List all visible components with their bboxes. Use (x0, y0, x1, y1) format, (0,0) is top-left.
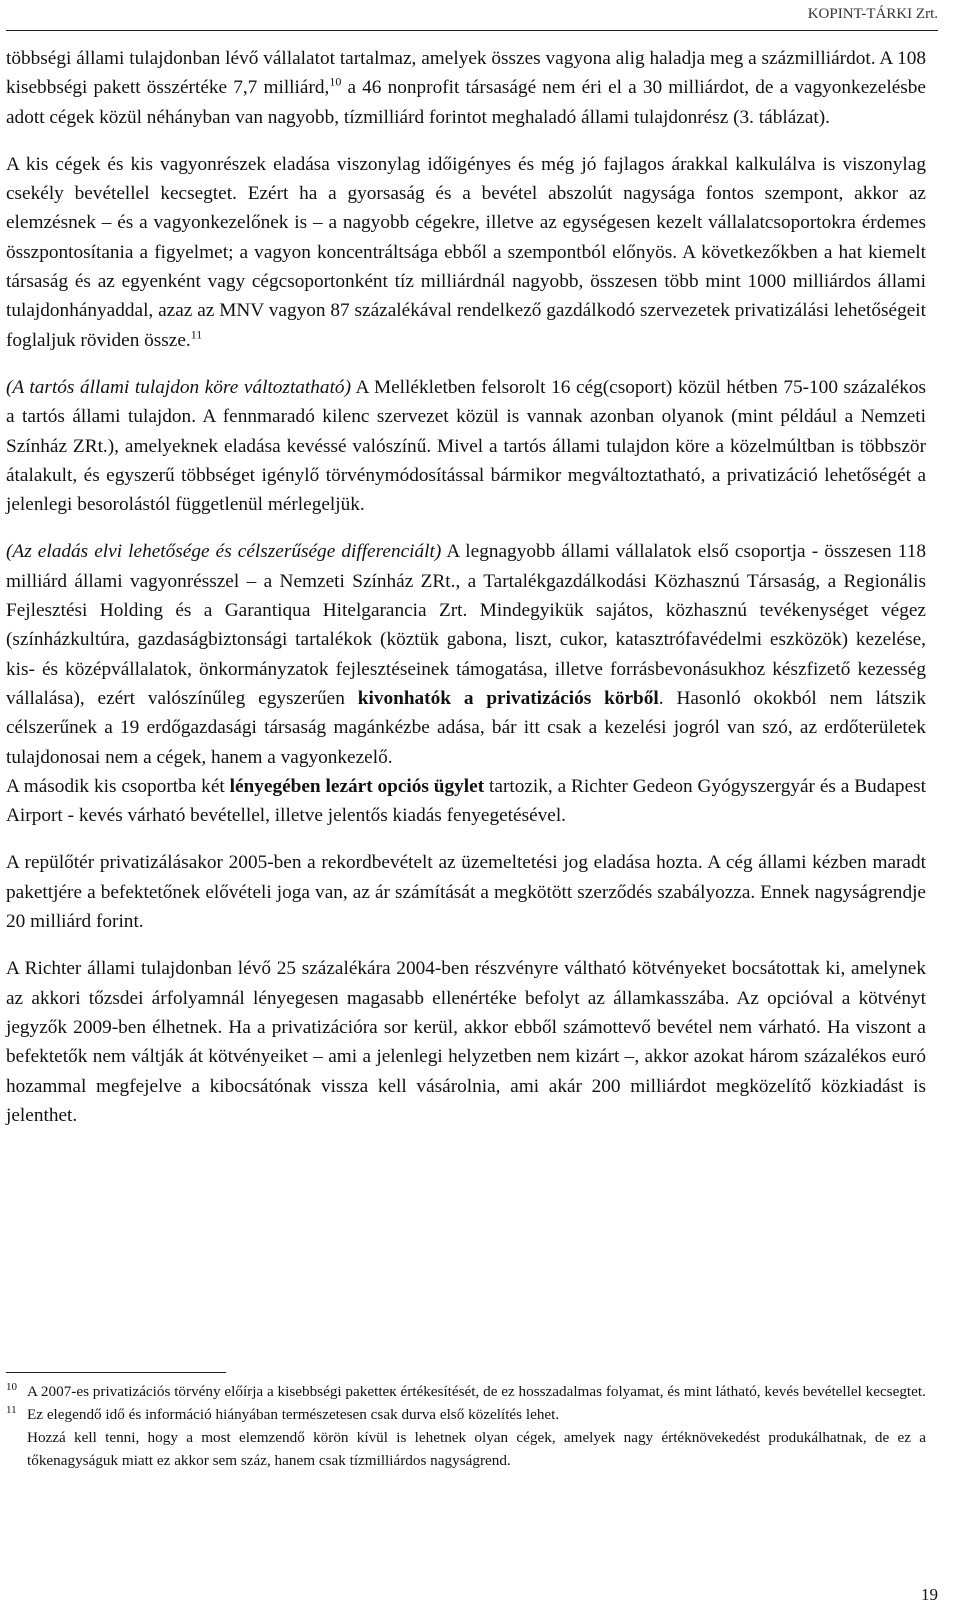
paragraph-5-text-b: tartozik, a Richter Gedeon Gyógyszergyár és a Budapest Airport - kevés várható bevétellel, illetve jelentős kiadás fenyegetésével. (6, 775, 926, 827)
paragraph-4 (6, 537, 926, 771)
footnote-number: 11 (6, 1404, 17, 1416)
footnote-text: A 2007-es privatizációs törvény előírja a kisebbségi paketteк értékesítését, de ez hosszadalmas folyamat, és mint látható, kevés bevétellel kecsegtet. (27, 1383, 926, 1400)
footnote-text: Ez elegendő idő és információ hiányában természetesen csak durva első közelítés lehet. (27, 1406, 560, 1423)
paragraph-2 (6, 150, 926, 355)
paragraph-4-text-a: A legnagyobb állami vállalatok első csoportja - összesen 118 milliárd állami vagyonrésszel – a Nemzeti Színház ZRt., a Tartalékgazdálkodási Közhasznú Társaság, a Regionális Fejlesztési Holding és a Garantiqua Hitelgarancia Zrt. Mindegyikük sajátos, közhasznú tevékenységet végez (színházkultúra, gazdaságbiztonsági tartalékok (köztük gabona, liszt, cukor, katasztrófavédelmi eszközök) kezelése, kis- és középvállalatok, önkormányzatok fejlesztéseinek támogatása, illetve forrásbevonásukhoz készfizető kezesség vállalása), ezért valószínűleg egyszerűen (6, 541, 926, 709)
paragraph-6: A repülőtér privatizálásakor 2005-ben a rekordbevételt az üzemeltetési jog eladása hozta. A cég állami kézben maradt pakettjére a befektetőnek elővételi joga van, az ár számítását a megkötött szerződés szabályozza. Ennek nagyságrendje 20 milliárd forint. (6, 852, 926, 933)
body-text (6, 44, 926, 1148)
paragraph-3 (6, 373, 926, 519)
paragraph-2-text: A kis cégek és kis vagyonrészek eladása viszonylag időigényes és még jó fajlagos árakkal kalkulálva is viszonylag csekély bevétellel kecsegtet. Ezért ha a gyorsaság és a bevétel abszolút nagysága fontos szempont, akkor az elemzésnek – és a vagyonkezelőnek is – a nagyobb cégekre, illetve az egységesen kezelt vállalatcsoportokra érdemes összpontosítania a figyelmet; a vagyon koncentráltsága ebből a szempontból előnyös. A következőkben a hat kiemelt társaság és az egyenként vagy cégcsoportonként tíz milliárdnál nagyobb, összesen több mint 1000 milliárdos állami tulajdonhányaddal, azaz az MNV vagyon 87 százalékával rendelkező gazdálkodó szervezetek privatizálási lehetőségeit foglaljuk röviden össze. (6, 153, 926, 351)
running-header: KOPINT-TÁRKI Zrt. (807, 6, 938, 22)
paragraph-1-text-a: többségi állami tulajdonban lévő vállalatot tartalmaz, amelyek összes vagyona alig haladja meg a százmilliárdot. A 108 kisebbségi pakett összértéke 7,7 milliárd, (6, 48, 926, 99)
paragraph-4-lead: (Az eladás elvi lehetősége és célszerűsége differenciált) (6, 541, 442, 563)
footnote-rule (6, 1372, 226, 1373)
paragraph-3-lead: (A tartós állami tulajdon köre változtatható) (6, 376, 351, 398)
footnote-11 (6, 1403, 926, 1426)
header-rule (6, 30, 938, 31)
footnote-10 (6, 1380, 926, 1403)
paragraph-5 (6, 772, 926, 831)
paragraph-1 (6, 44, 926, 132)
paragraph-5-text-a: A második kis csoportba két (6, 775, 230, 797)
paragraph-3-text: A Mellékletben felsorolt 16 cég(csoport) közül hétben 75-100 százalékos a tartós állami tulajdon. A fennmaradó kilenc szervezet közül is vannak azonban olyanok (mint például a Nemzeti Színház ZRt.), amelyeknek eladása kevéssé valószínű. Mivel a tartós állami tulajdon köre a közelmúltban is többször átalakult, és egyszerű többséget igénylő törvénymódosítással bármikor megváltoztatható, a privatizáció lehetőségét a jelenlegi besorolástól függetlenül mérlegeljük. (6, 376, 926, 516)
footnote-11-continuation: Hozzá kell tenni, hogy a most elemzendő körön kívül is lehetnek olyan cégek, amelyek nagy értéknövekedést produkálhatnak, de ez a tőkenagyságuk miatt ez akkor sem száz, hanem csak tízmilliárdos nagyságrend. (27, 1429, 926, 1469)
paragraph-5-bold: lényegében lezárt opciós ügylet (229, 775, 485, 797)
footnote-ref-10[interactable]: 10 (329, 74, 342, 89)
footnote-ref-11[interactable]: 11 (190, 327, 203, 342)
paragraph-4-text-b: . Hasonló okokból nem látszik célszerűnek a 19 erdőgazdasági társaság magánkézbe adása, bár itt csak a kezelési jogról van szó, az erdőterületek tulajdonosai nem a cégek, hanem a vagyonkezelő. (6, 687, 926, 768)
footnotes (6, 1380, 926, 1472)
paragraph-4-bold: kivonhatók a privatizációs körből (357, 687, 659, 709)
paragraph-1-text-b: a 46 nonprofit társaságé nem éri el a 30 milliárdot, de a vagyonkezelésbe adott cégek közül néhányban van nagyobb, tízmilliárd forintot meghaladó állami tulajdonrész (3. táblázat). (6, 77, 926, 128)
footnote-number: 10 (6, 1381, 17, 1393)
page-number: 19 (921, 1585, 938, 1604)
paragraph-7: A Richter állami tulajdonban lévő 25 százalékára 2004-ben részvényre váltható kötvényeket bocsátottak ki, amelynek az akkori tőzsdei árfolyamnál lényegesen magasabb ellenértéke befolyt az államkasszába. Az opcióval a kötvényt jegyzők 2009-ben élhetnek. Ha a privatizációra sor kerül, akkor ebből számottevő bevétel nem várható. Ha viszont a befektetők nem váltják át kötvényeiket – ami a jelenlegi helyzetben nem kizárt –, akkor azokat három százalékos euró hozammal megfejelve a kibocsátónak vissza kell vásárolnia, ami akár 200 milliárdot megközelítő közkiadást is jelenthet. (6, 958, 926, 1126)
